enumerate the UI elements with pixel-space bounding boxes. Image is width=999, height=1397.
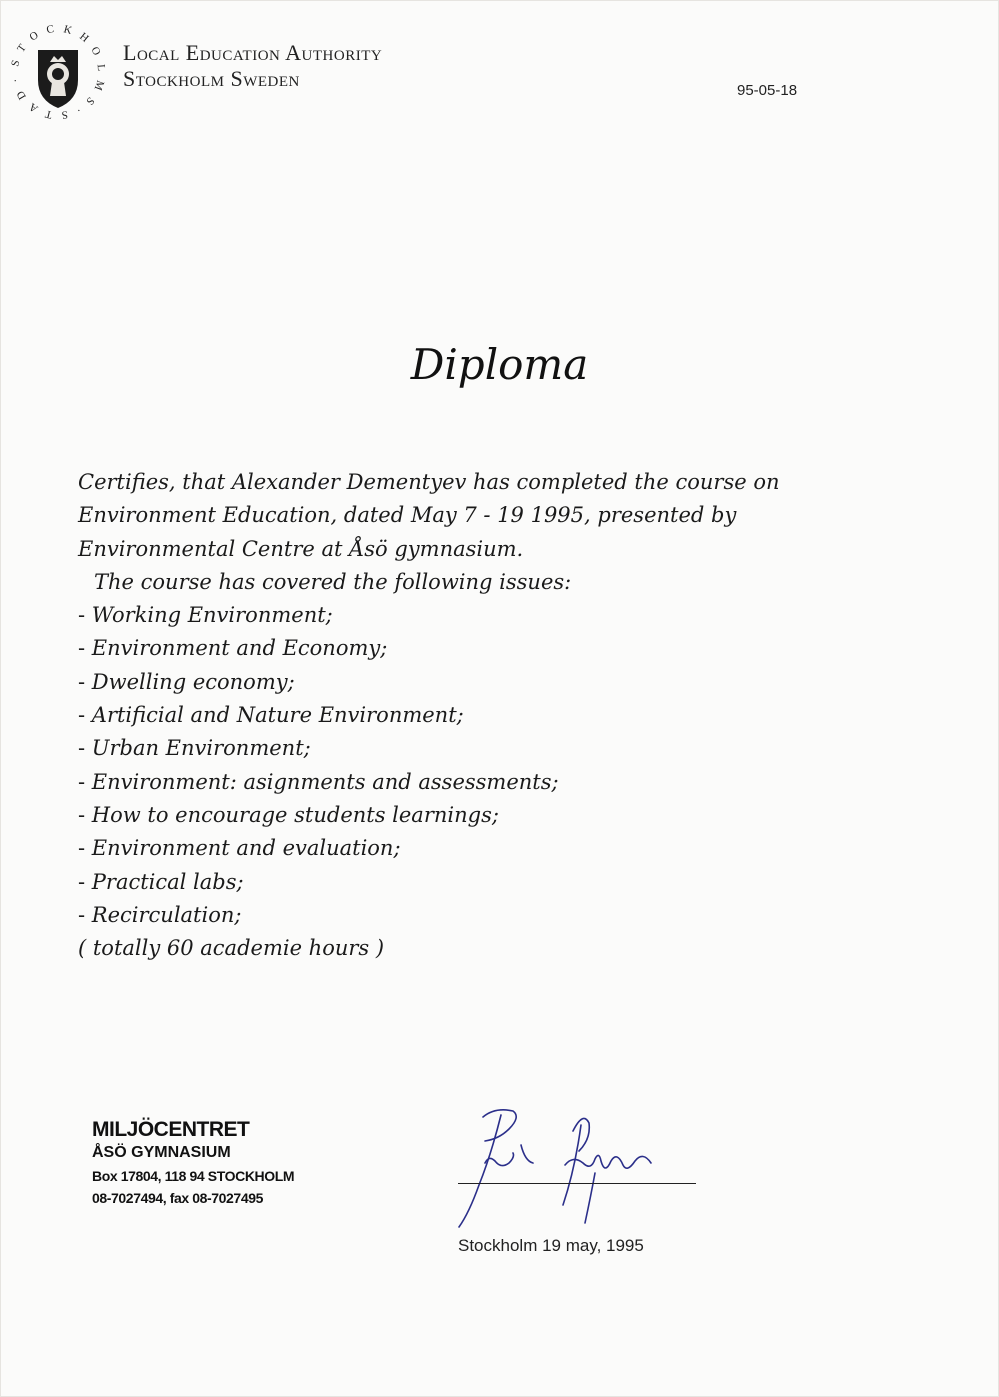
certification-line-2: Environment Education, dated May 7 - 19 1995, presented by xyxy=(78,503,737,528)
total-hours: ( totally 60 academie hours ) xyxy=(78,936,385,961)
issue-item: - How to encourage students learnings; xyxy=(78,799,838,832)
issue-item: - Environment and Economy; xyxy=(78,632,838,665)
stamp-phone: 08-7027494, fax 08-7027495 xyxy=(92,1190,263,1206)
stamp-address: Box 17804, 118 94 STOCKHOLM xyxy=(92,1168,295,1184)
certification-line-1: Certifies, that Alexander Dementyev has completed the course on xyxy=(78,470,780,494)
stockholm-seal-icon xyxy=(8,22,108,122)
svg-text:S T O C K H O L M S · S T A D: S T O C K H O L M S · S T A D · xyxy=(9,22,108,122)
issue-item: - Working Environment; xyxy=(78,599,838,632)
handwritten-signature xyxy=(455,1105,705,1235)
issue-item: - Environment and evaluation; xyxy=(78,832,838,865)
issue-item: - Environment: asignments and assessments; xyxy=(78,766,838,799)
stamp-name: MILJÖCENTRET xyxy=(92,1118,250,1141)
signature-line xyxy=(458,1183,696,1184)
issue-item: - Practical labs; xyxy=(78,866,838,899)
certification-line-3: Environmental Centre at Åsö gymnasium. xyxy=(78,536,524,561)
authority-name: Local Education Authority xyxy=(123,40,383,65)
authority-location: Stockholm Sweden xyxy=(123,66,300,91)
issue-item: - Urban Environment; xyxy=(78,732,838,765)
issue-item: - Recirculation; xyxy=(78,899,838,932)
issue-item: - Artificial and Nature Environment; xyxy=(78,699,838,732)
document-date: 95-05-18 xyxy=(737,82,798,99)
issues-intro: The course has covered the following issues: xyxy=(94,569,572,594)
institution-stamp xyxy=(92,1118,294,1208)
diploma-title: Diploma xyxy=(410,340,589,389)
issues-list xyxy=(78,599,838,932)
diploma-body xyxy=(78,466,838,965)
issuing-authority xyxy=(123,40,382,92)
stamp-school: ÅSÖ GYMNASIUM xyxy=(92,1144,231,1161)
signature-place-date: Stockholm 19 may, 1995 xyxy=(458,1236,644,1255)
issue-item: - Dwelling economy; xyxy=(78,666,838,699)
